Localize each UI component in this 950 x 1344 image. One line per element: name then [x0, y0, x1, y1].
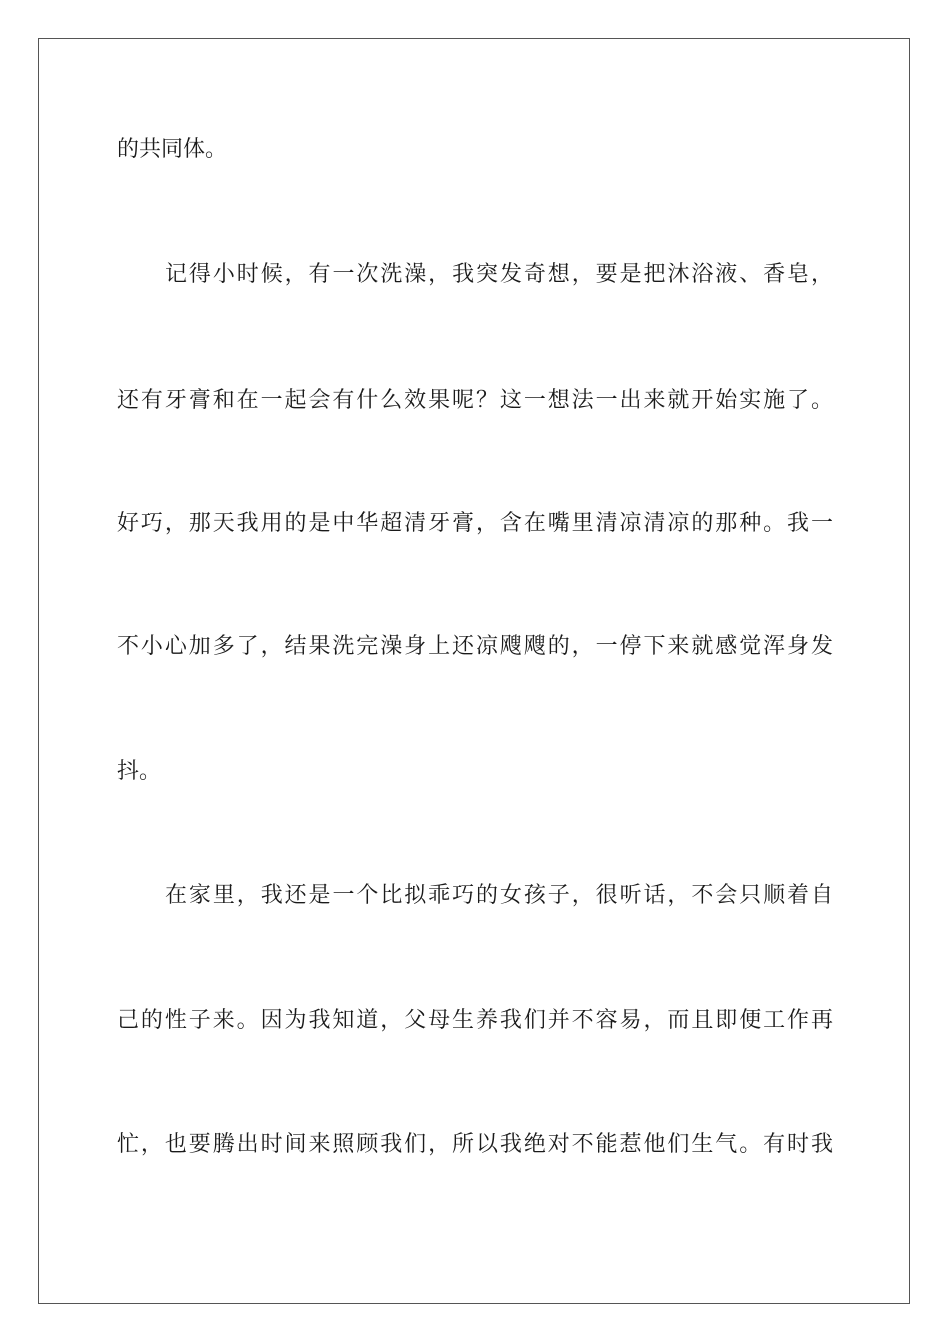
text-line-4: 好巧，那天我用的是中华超清牙膏，含在嘴里清凉清凉的那种。我一: [117, 511, 833, 536]
text-line-5: 不小心加多了，结果洗完澡身上还凉飕飕的，一停下来就感觉浑身发: [117, 634, 833, 659]
text-line-3: 还有牙膏和在一起会有什么效果呢？这一想法一出来就开始实施了。: [117, 388, 833, 413]
page-frame: [38, 38, 910, 1304]
text-line-7: 在家里，我还是一个比拟乖巧的女孩子，很听话，不会只顺着自: [165, 883, 833, 908]
text-line-2: 记得小时候，有一次洗澡，我突发奇想，要是把沐浴液、香皂，: [165, 262, 833, 287]
text-line-8: 己的性子来。因为我知道，父母生养我们并不容易，而且即便工作再: [117, 1008, 833, 1033]
text-line-6: 抖。: [117, 759, 162, 784]
text-line-9: 忙，也要腾出时间来照顾我们，所以我绝对不能惹他们生气。有时我: [117, 1132, 833, 1157]
text-line-1: 的共同体。: [117, 137, 228, 162]
